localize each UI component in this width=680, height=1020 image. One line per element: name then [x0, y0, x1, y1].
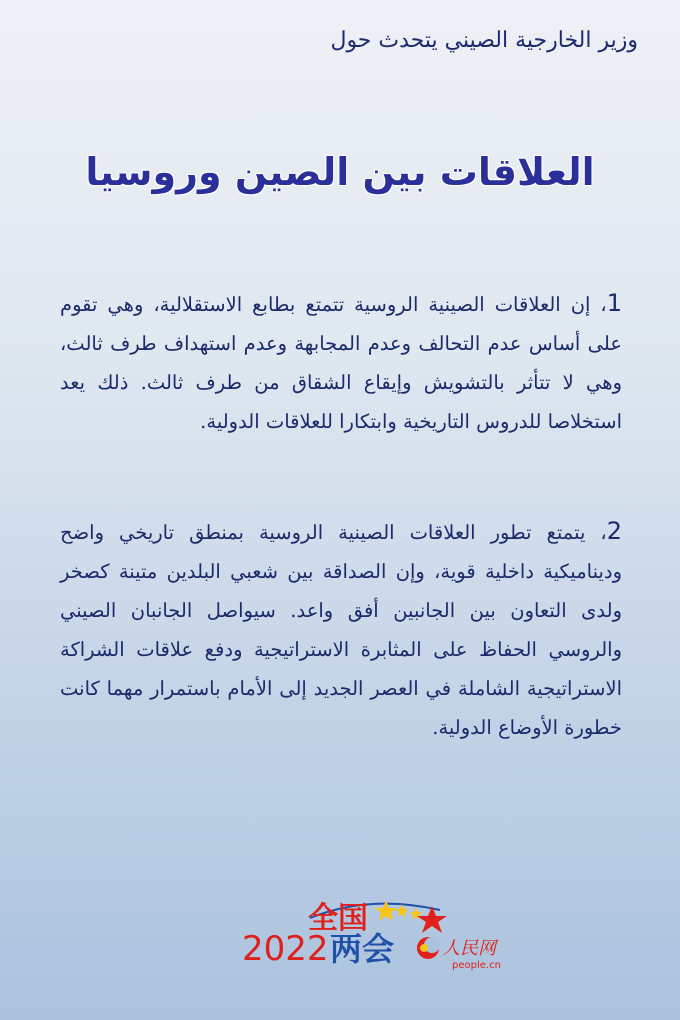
- brand-domain: people.cn: [452, 960, 501, 971]
- two-sessions-logo: [240, 892, 510, 982]
- paragraph-text: ، إن العلاقات الصينية الروسية تتمتع بطابع الاستقلالية، وهي تقوم على أساس عدم التحالف وعدم المجابهة وعدم استهداف طرف ثالث، وهي لا تتأثر بالتشويش وإيقاع الشقاق من طرف ثالث. ذلك يعد استخلاصا للدروس التاريخية وابتكارا للعلاقات الدولية.: [60, 293, 622, 433]
- people-daily-logo-icon: [417, 937, 440, 959]
- paragraph-number: 1: [606, 289, 622, 317]
- paragraph-2: [60, 512, 622, 747]
- page-title: العلاقات بين الصين وروسيا: [85, 150, 595, 194]
- brand-name: 人民网: [442, 938, 496, 959]
- event-title-top: 全国: [308, 901, 368, 936]
- paragraph-1: [60, 284, 622, 441]
- paragraph-number: 2: [606, 517, 622, 545]
- event-year: 2022: [242, 929, 329, 969]
- kicker-text: وزير الخارجية الصيني يتحدث حول: [330, 28, 638, 53]
- paragraph-text: ، يتمتع تطور العلاقات الصينية الروسية بمنطق تاريخي واضح وديناميكية داخلية قوية، وإن الصداقة بين شعبي البلدين متينة كصخر ولدى التعاون بين الجانبين أفق واعد. سيواصل الجانبان الصيني والروسي الحفاظ على المثابرة الاستراتيجية ودفع علاقات الشراكة الاستراتيجية الشاملة في العصر الجديد إلى الأمام باستمرار مهما كانت خطورة الأوضاع الدولية.: [60, 521, 622, 739]
- event-title-bottom: 两会: [330, 930, 395, 968]
